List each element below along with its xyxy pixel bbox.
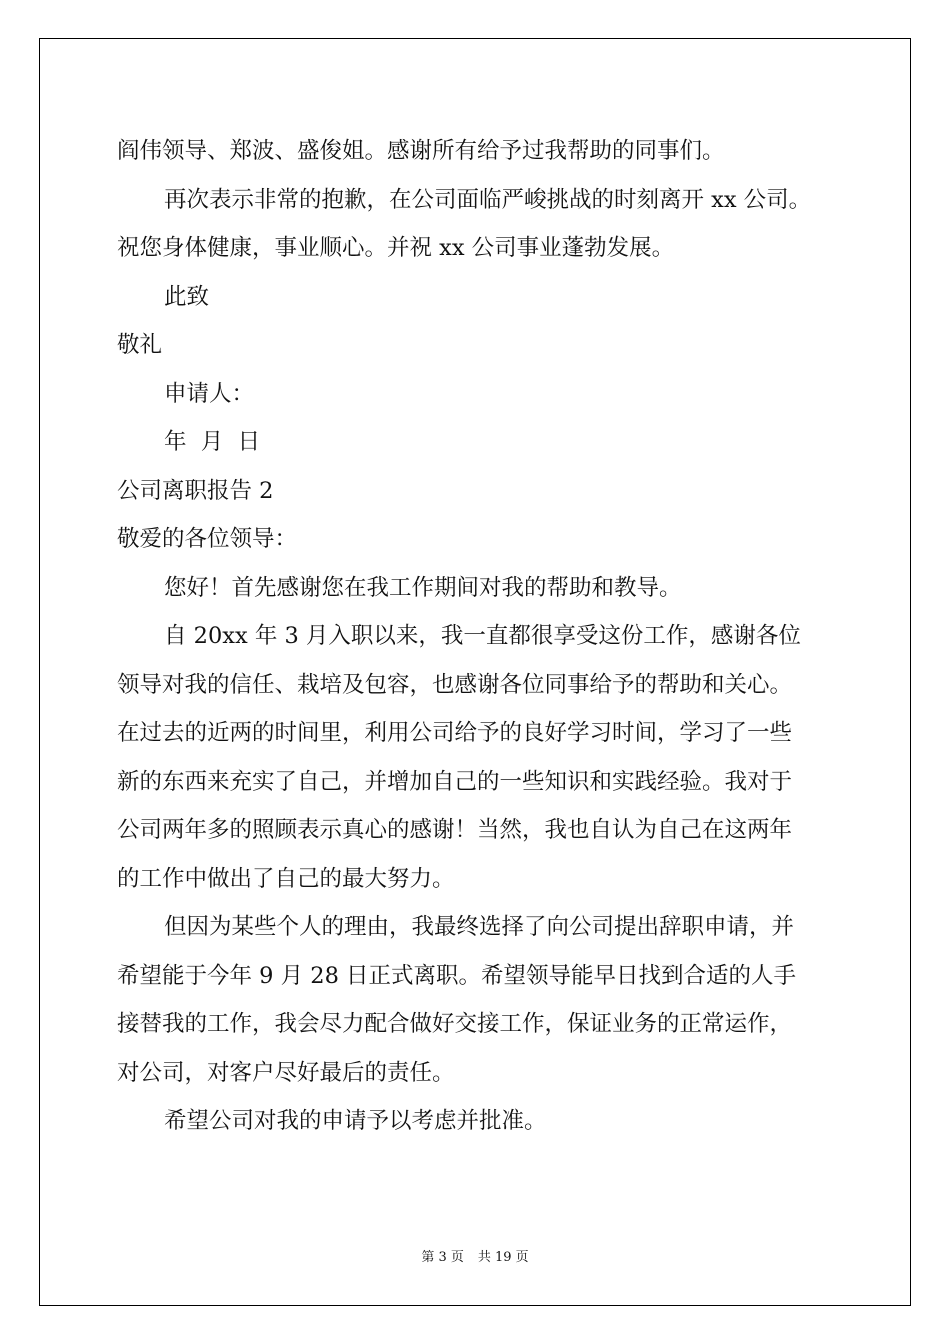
paragraph-line: 公司两年多的照顾表示真心的感谢！当然，我也自认为自己在这两年 [117,817,793,843]
section-title: 公司离职报告 2 [117,477,274,504]
document-body [117,127,847,1146]
greeting-line: 敬爱的各位领导： [117,526,298,552]
salutation-line: 敬礼 [117,332,163,358]
paragraph-line: 希望公司对我的申请予以考虑并批准。 [164,1108,547,1134]
paragraph-line: 对公司，对客户尽好最后的责任。 [117,1059,455,1086]
page-footer [0,1246,950,1265]
paragraph-line: 接替我的工作，我会尽力配合做好交接工作，保证业务的正常运作， [117,1011,793,1037]
paragraph-line: 的工作中做出了自己的最大努力。 [117,865,455,892]
closing-line: 此致 [164,283,210,310]
paragraph-line: 祝您身体健康，事业顺心。并祝 xx 公司事业蓬勃发展。 [117,235,675,261]
paragraph-line: 希望能于今年 9 月 28 日正式离职。希望领导能早日找到合适的人手 [117,962,797,989]
page-number: 第 3 页 [421,1250,464,1265]
applicant-line: 申请人： [164,380,255,407]
paragraph-line: 您好！首先感谢您在我工作期间对我的帮助和教导。 [164,574,682,601]
date-line: 年 月 日 [164,429,261,455]
paragraph-line: 阎伟领导、郑波、盛俊姐。感谢所有给予过我帮助的同事们。 [117,138,725,164]
paragraph-line: 自 20xx 年 3 月入职以来，我一直都很享受这份工作，感谢各位 [164,623,801,649]
paragraph-line: 但因为某些个人的理由，我最终选择了向公司提出辞职申请，并 [164,914,795,940]
paragraph-line: 在过去的近两的时间里，利用公司给予的良好学习时间，学习了一些 [117,720,793,746]
paragraph-line: 新的东西来充实了自己，并增加自己的一些知识和实践经验。我对于 [117,768,793,795]
page-total: 共 19 页 [477,1250,529,1265]
paragraph-line: 领导对我的信任、栽培及包容，也感谢各位同事给予的帮助和关心。 [117,671,793,698]
paragraph-line: 再次表示非常的抱歉，在公司面临严峻挑战的时刻离开 xx 公司。 [164,186,812,213]
